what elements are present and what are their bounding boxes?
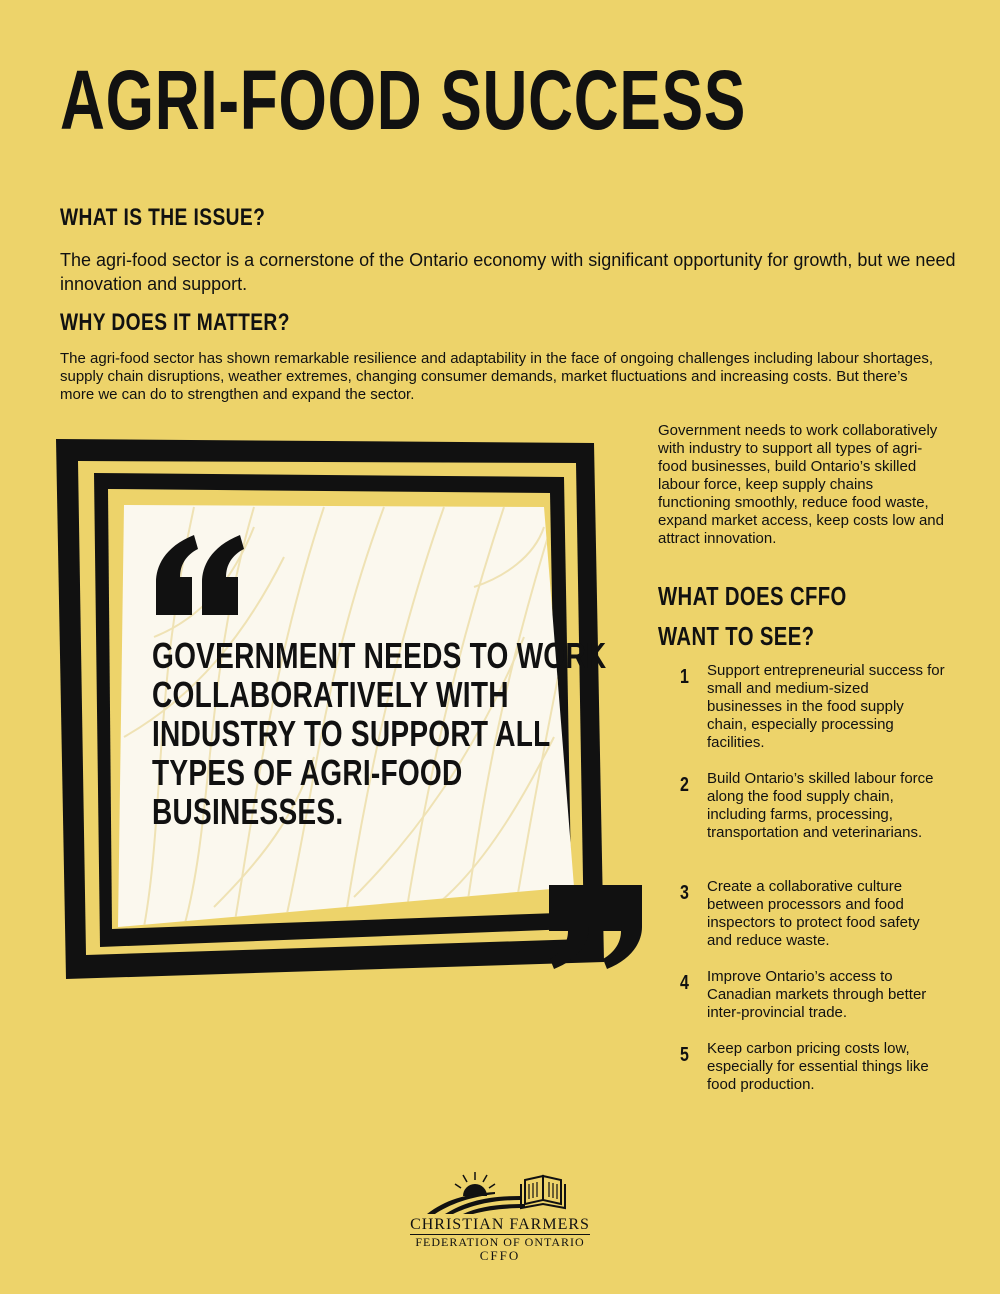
- quote-line: COLLABORATIVELY WITH: [152, 674, 509, 715]
- item-text: Improve Ontario’s access to Canadian markets through better inter-provincial trade.: [707, 968, 927, 1021]
- issue-heading: WHAT IS THE ISSUE?: [60, 204, 266, 231]
- item-text: Support entrepreneurial success for small and medium-sized businesses in the food supply chain, especially processing facilities.: [707, 662, 945, 751]
- item-text: Keep carbon pricing costs low, especially for essential things like food production.: [707, 1040, 929, 1093]
- quote-line: GOVERNMENT NEEDS TO WORK: [152, 635, 607, 676]
- item-number: 1: [680, 666, 689, 688]
- item-text: Create a collaborative culture between processors and food inspectors to protect food safety and reduce waste.: [707, 878, 920, 949]
- quote-line: INDUSTRY TO SUPPORT ALL: [152, 713, 551, 754]
- logo-line-2: FEDERATION OF ONTARIO: [415, 1235, 585, 1249]
- right-intro-text: Government needs to work collaboratively with industry to support all types of agri-food businesses, build Ontario’s skilled labour force, keep supply chains functioning smoothly, reduce food waste, expand market access, keep costs low and attract innovation.: [658, 422, 944, 547]
- matter-text: The agri-food sector has shown remarkable resilience and adaptability in the face of ongoing challenges including labour shortages, supply chain disruptions, weather extremes, changing consumer demands, market fluctuations and increasing costs. But there’s more we can do to strengthen and expand the sector.: [60, 350, 934, 403]
- quote-text: [152, 635, 607, 832]
- cffo-logo: [410, 1166, 590, 1266]
- item-text: Build Ontario’s skilled labour force along the food supply chain, including farms, processing, transportation and veterinarians.: [707, 770, 934, 841]
- item-number: 4: [680, 972, 689, 994]
- item-number: 2: [680, 774, 689, 796]
- logo-line-3: CFFO: [479, 1248, 521, 1263]
- quote-line: BUSINESSES.: [152, 791, 344, 832]
- cffo-heading: WHAT DOES CFFO WANT TO SEE?: [658, 581, 847, 651]
- page-title: AGRI-FOOD SUCCESS: [60, 53, 747, 147]
- matter-heading: WHY DOES IT MATTER?: [60, 309, 290, 336]
- item-number: 5: [680, 1044, 689, 1066]
- quote-line: TYPES OF AGRI-FOOD: [152, 752, 463, 793]
- item-number: 3: [680, 882, 689, 904]
- issue-text: The agri-food sector is a cornerstone of the Ontario economy with significant opportunity for growth, but we need innovation and support.: [60, 250, 956, 294]
- sun-field-book-icon: [425, 1166, 575, 1216]
- logo-line-1: CHRISTIAN FARMERS: [410, 1216, 590, 1233]
